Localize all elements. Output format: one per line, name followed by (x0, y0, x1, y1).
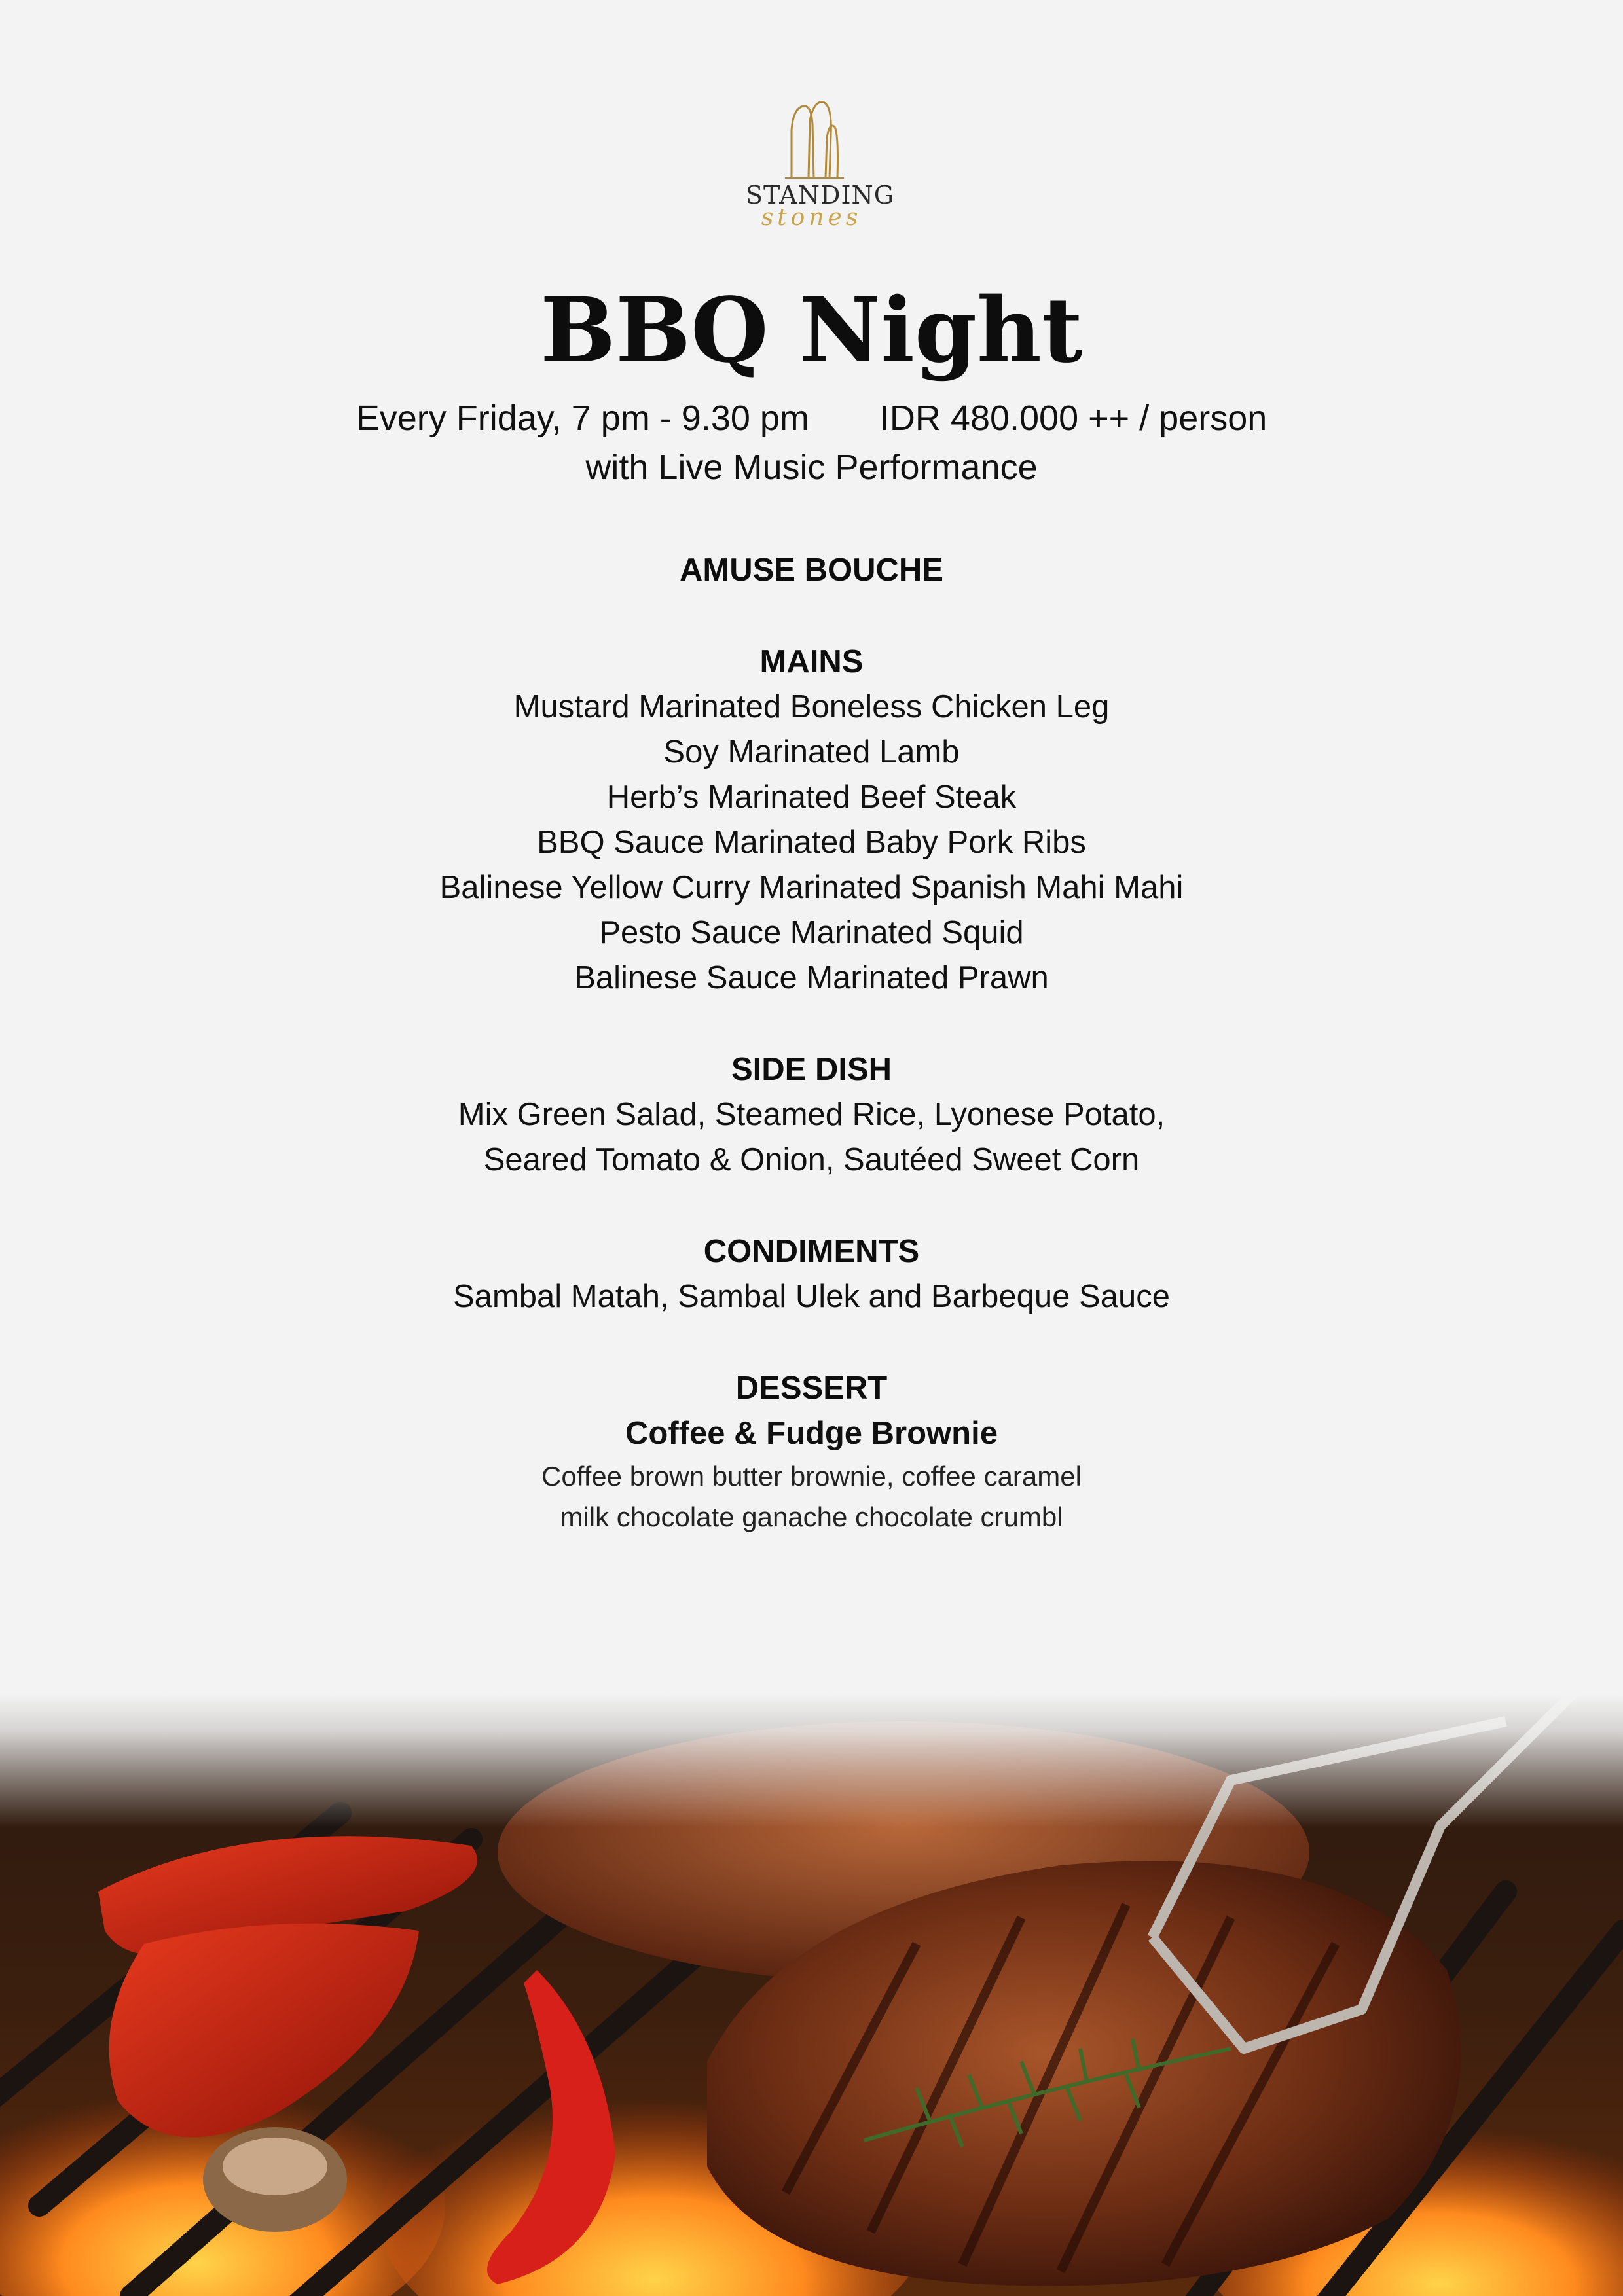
standing-stones-logo (746, 98, 895, 236)
menu-item: Mustard Marinated Boneless Chicken Leg (513, 689, 1110, 725)
section-heading: SIDE DISH (731, 1052, 892, 1087)
event-details (0, 397, 1623, 440)
menu-section-amuse (0, 548, 1623, 593)
menu-section-mains (0, 639, 1623, 1001)
menu-item: Herb’s Marinated Beef Steak (606, 780, 1017, 815)
dessert-name: Coffee & Fudge Brownie (625, 1416, 998, 1451)
menu-section-dessert (0, 1366, 1623, 1537)
logo-script-text: stones (761, 204, 862, 231)
menu-section-condiments (0, 1229, 1623, 1319)
menu-section-side-dish (0, 1047, 1623, 1183)
menu-item: BBQ Sauce Marinated Baby Pork Ribs (537, 825, 1086, 860)
menu-item: Soy Marinated Lamb (663, 734, 960, 770)
menu-item: Mix Green Salad, Steamed Rice, Lyonese Potato, (458, 1097, 1165, 1132)
section-heading: CONDIMENTS (703, 1234, 920, 1269)
menu-item: Seared Tomato & Onion, Sautéed Sweet Corn (483, 1142, 1140, 1177)
grilled-steak-photo (0, 1695, 1623, 2296)
standing-stones-logo-icon (746, 98, 877, 181)
menu-item: Pesto Sauce Marinated Squid (599, 915, 1024, 950)
menu-item: Sambal Matah, Sambal Ulek and Barbeque Sauce (453, 1279, 1170, 1314)
dessert-description: milk chocolate ganache chocolate crumbl (560, 1501, 1063, 1532)
page-title: BBQ Night (540, 278, 1083, 383)
live-music-note: with Live Music Performance (585, 448, 1038, 487)
section-heading: DESSERT (735, 1371, 888, 1406)
menu-item: Balinese Yellow Curry Marinated Spanish Mahi Mahi (439, 870, 1184, 905)
section-heading: MAINS (759, 644, 864, 679)
logo-wordmark: STANDING (746, 181, 895, 209)
event-price: IDR 480.000 ++ / person (879, 399, 1267, 438)
section-heading: AMUSE BOUCHE (680, 552, 943, 588)
menu-item: Balinese Sauce Marinated Prawn (574, 960, 1049, 996)
dessert-description: Coffee brown butter brownie, coffee caramel (541, 1461, 1082, 1492)
menu (0, 548, 1623, 1584)
bbq-grill-illustration (0, 1695, 1623, 2296)
event-schedule: Every Friday, 7 pm - 9.30 pm (356, 399, 809, 438)
